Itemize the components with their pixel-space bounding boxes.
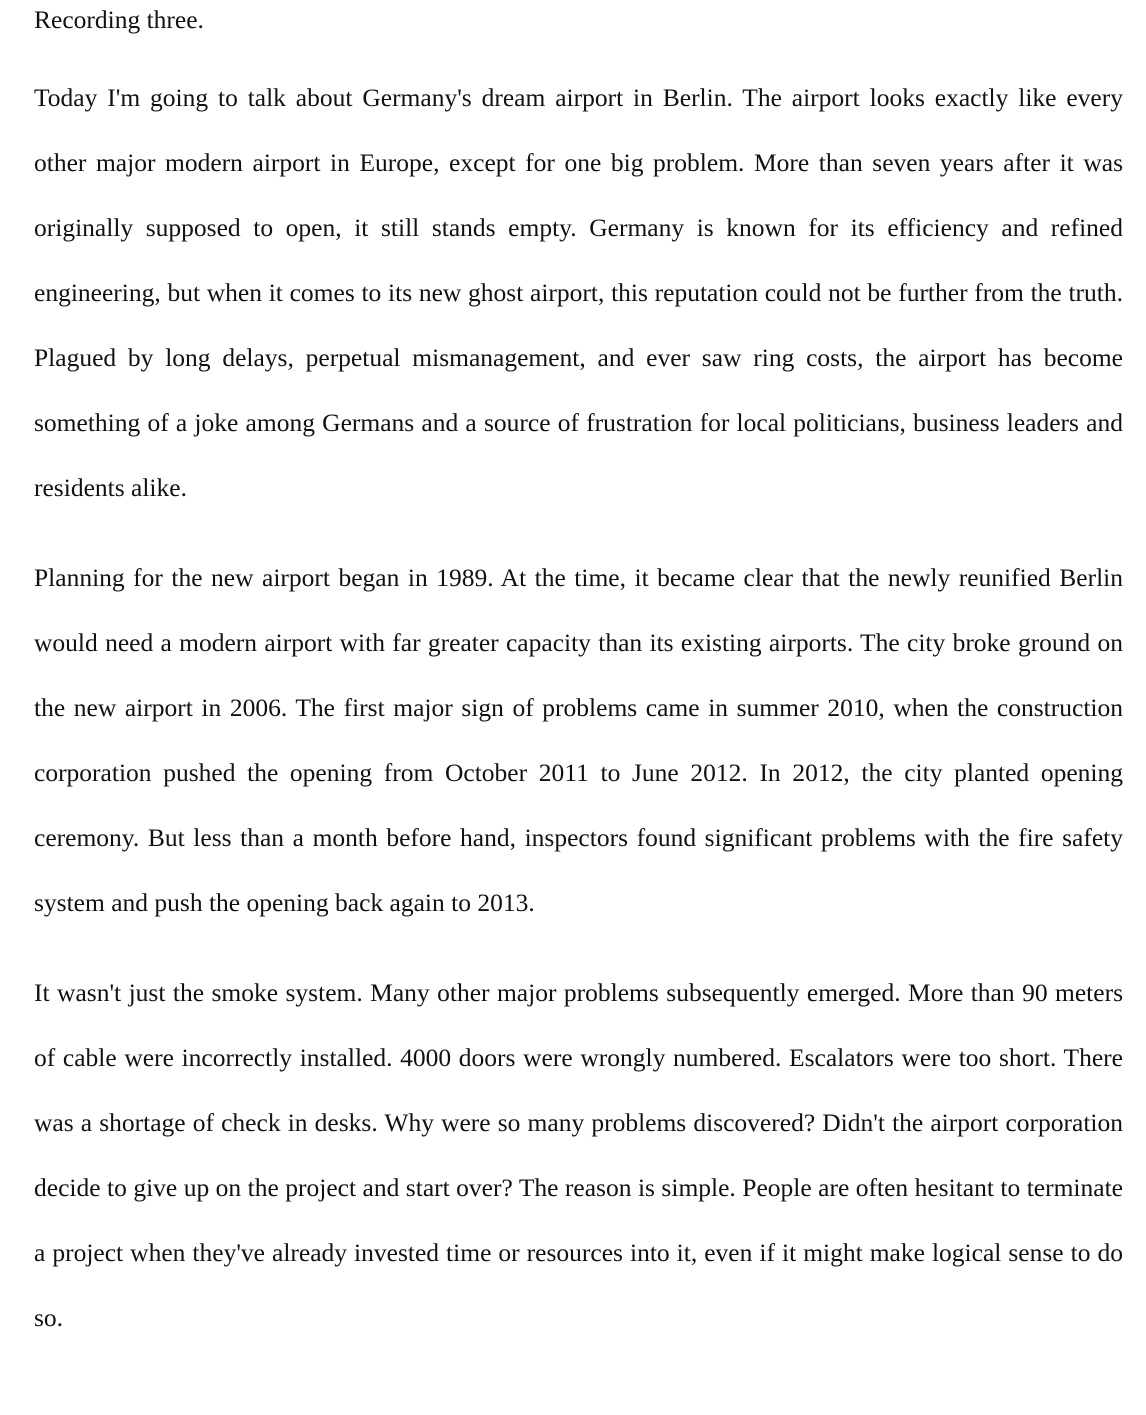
recording-title: Recording three. — [34, 5, 204, 34]
paragraph-1: Today I'm going to talk about Germany's dream airport in Berlin. The airport looks exactly like every other major modern airport in Europe, except for one big problem. More than seven years after it was originally supposed to open, it still stands empty. Germany is known for its efficiency and refined engineering, but when it comes to its new ghost airport, this reputation could not be further from the truth. Plagued by long delays, perpetual mismanagement, and ever saw ring costs, the airport has become something of a joke among Germans and a source of frustration for local politicians, business leaders and residents alike. — [34, 83, 1123, 502]
document-page — [34, 0, 1123, 1350]
paragraph-3: It wasn't just the smoke system. Many other major problems subsequently emerged. More than 90 meters of cable were incorrectly installed. 4000 doors were wrongly numbered. Escalators were too short. There was a shortage of check in desks. Why were so many problems discovered? Didn't the airport corporation decide to give up on the project and start over? The reason is simple. People are often hesitant to terminate a project when they've already invested time or resources into it, even if it might make logical sense to do so. — [34, 978, 1123, 1332]
paragraph-2: Planning for the new airport began in 1989. At the time, it became clear that the newly reunified Berlin would need a modern airport with far greater capacity than its existing airports. The city broke ground on the new airport in 2006. The first major sign of problems came in summer 2010, when the construction corporation pushed the opening from October 2011 to June 2012. In 2012, the city planted opening ceremony. But less than a month before hand, inspectors found significant problems with the fire safety system and push the opening back again to 2013. — [34, 563, 1123, 917]
